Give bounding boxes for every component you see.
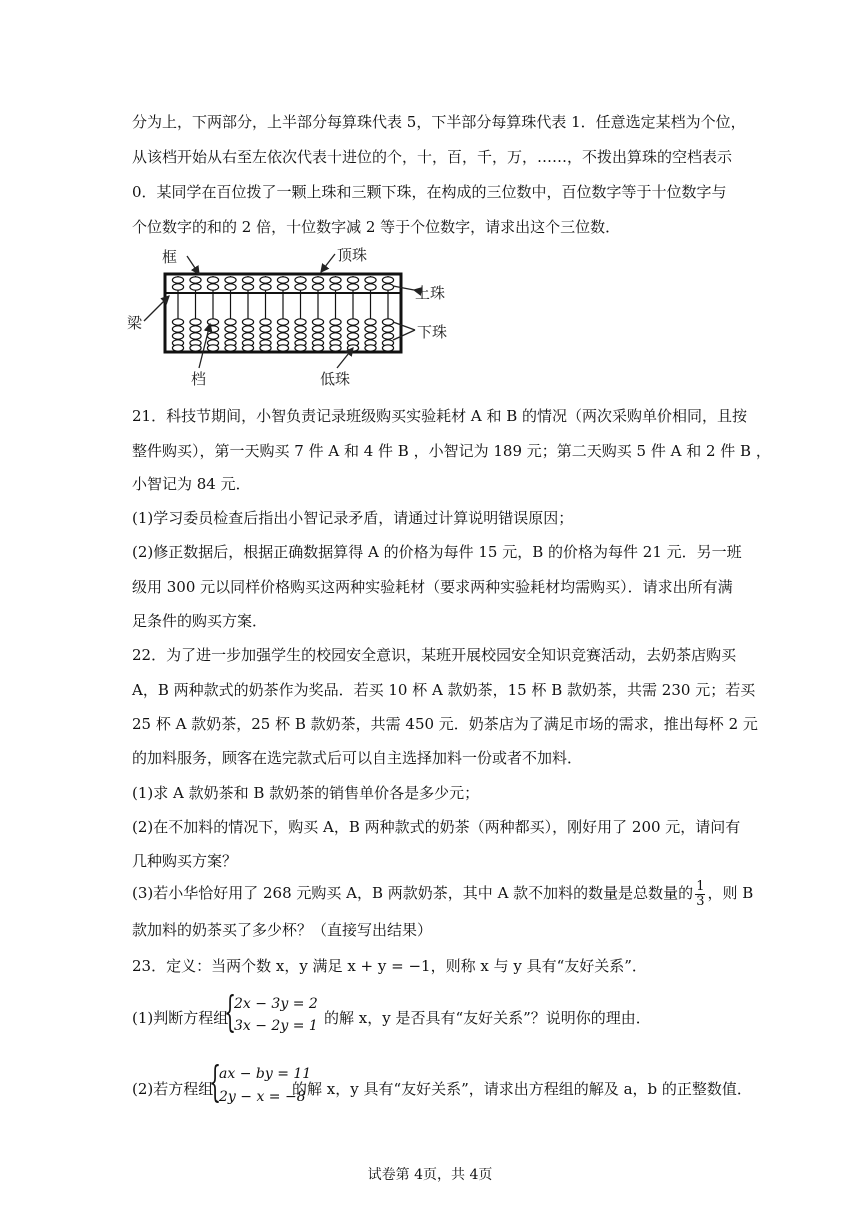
label-bottom-bead: 低珠 [320,370,351,388]
q23-eq-2b: 2y − x = −8 [219,1089,306,1105]
lower-bead [277,326,288,332]
q21-line-2: 整件购买），第一天购买 7 件 A 和 4 件 B ，小智记为 189 元；第二天购买 5 件 A 和 2 件 B ， [132,442,771,460]
q23-definition: 23．定义：当两个数 x，y 满足 x + y = −1，则称 x 与 y 具有“友好关系”． [132,957,647,975]
lower-bead [330,326,341,332]
upper-bead [277,277,288,283]
label-lower-bead: 下珠 [417,323,448,341]
upper-bead [382,284,393,290]
q23-part-2-suffix: 的解 x，y 具有“友好关系”，请求出方程组的解及 a，b 的正整数值． [292,1080,752,1098]
upper-bead [382,277,393,283]
lower-bead [172,319,183,325]
lower-bead [382,333,393,339]
lower-bead [260,345,271,351]
q22-part-3-tail: ，则 B [707,884,754,902]
system-brace-1: { [224,987,237,1036]
abacus-figure [125,244,465,390]
q22-part-2-line-2: 几种购买方案？ [132,852,238,870]
lower-bead [277,333,288,339]
lower-bead [242,333,253,339]
upper-bead [347,277,358,283]
lower-bead [382,326,393,332]
upper-bead [225,284,236,290]
lower-bead [347,326,358,332]
q21-part-2-line-1: (2)修正数据后，根据正确数据算得 A 的价格为每件 15 元，B 的价格为每件 21 元．另一班 [132,543,742,561]
upper-bead [260,277,271,283]
label-frame: 框 [162,248,178,266]
label-top-bead: 顶珠 [337,246,368,264]
lower-bead [382,319,393,325]
lower-bead [312,319,323,325]
lower-bead [207,333,218,339]
lower-bead [312,333,323,339]
lower-bead [295,326,306,332]
upper-bead [207,277,218,283]
lower-bead [295,345,306,351]
fraction-denominator: 3 [696,893,705,909]
q21-part-1: (1)学习委员检查后指出小智记录矛盾，请通过计算说明错误原因； [132,509,574,527]
lower-bead [277,319,288,325]
q21-part-2-line-2: 级用 300 元以同样价格购买这两种实验耗材（要求两种实验耗材均需购买）．请求出所有满 [132,578,733,596]
upper-bead [295,277,306,283]
lower-bead [330,319,341,325]
upper-bead [365,284,376,290]
q22-line-4: 的加料服务，顾客在选完款式后可以自主选择加料一份或者不加料． [132,749,583,767]
intro-line-2: 从该档开始从右至左依次代表十进位的个，十，百，千，万，……，不拨出算珠的空档表示 [132,148,733,166]
lower-bead [277,345,288,351]
upper-bead [242,277,253,283]
q23-part-1-suffix: 的解 x，y 是否具有“友好关系”？说明你的理由． [324,1009,651,1027]
lower-bead [207,345,218,351]
lower-bead [242,319,253,325]
lower-bead [190,345,201,351]
upper-bead [172,277,183,283]
lower-bead [330,345,341,351]
q22-part-3-line-1 [132,878,754,909]
q21-line-3: 小智记为 84 元． [132,475,251,493]
upper-bead [207,284,218,290]
lower-bead [172,333,183,339]
lower-bead [190,319,201,325]
lower-bead [365,319,376,325]
q22-line-1: 22．为了进一步加强学生的校园安全意识，某班开展校园安全知识竞赛活动，去奶茶店购买 [132,646,737,664]
lower-bead [312,345,323,351]
lower-bead [365,333,376,339]
upper-bead [330,284,341,290]
lower-bead [330,333,341,339]
q21-part-2-line-3: 足条件的购买方案． [132,612,268,630]
lower-bead [382,345,393,351]
lower-bead [225,345,236,351]
q22-part-1: (1)求 A 款奶茶和 B 款奶茶的销售单价各是多少元； [132,784,480,802]
lower-bead [312,326,323,332]
lower-bead [295,333,306,339]
intro-line-3: 0．某同学在百位拨了一颗上珠和三颗下珠，在构成的三位数中，百位数字等于十位数字与 [132,183,727,201]
upper-bead [312,277,323,283]
intro-line-1: 分为上，下两部分，上半部分每算珠代表 5，下半部分每算珠代表 1．任意选定某档为个位， [132,113,746,131]
lower-bead [225,319,236,325]
label-upper-bead: 上珠 [415,284,446,302]
upper-bead [172,284,183,290]
lower-bead [172,326,183,332]
q22-part-2-line-1: (2)在不加料的情况下，购买 A，B 两种款式的奶茶（两种都买），刚好用了 200 元，请问有 [132,818,741,836]
q23-eq-1a: 2x − 3y = 2 [234,996,318,1012]
upper-bead [242,284,253,290]
lower-bead [242,326,253,332]
q22-line-2: A，B 两种款式的奶茶作为奖品．若买 10 杯 A 款奶茶，15 杯 B 款奶茶，共需 230 元；若买 [132,681,756,699]
upper-bead [312,284,323,290]
lower-bead [365,345,376,351]
q22-line-3: 25 杯 A 款奶茶，25 杯 B 款奶茶，共需 450 元．奶茶店为了满足市场的需求，推出每杯 2 元 [132,715,758,733]
q22-part-3-text: (3)若小华恰好用了 268 元购买 A，B 两款奶茶，其中 A 款不加料的数量是总数量的 [132,884,694,902]
lower-bead [207,319,218,325]
lower-bead [172,345,183,351]
fraction-one-third [695,880,705,909]
q21-line-1: 21．科技节期间，小智负责记录班级购买实验耗材 A 和 B 的情况（两次采购单价相同，且按 [132,407,748,425]
upper-bead [190,277,201,283]
upper-bead [277,284,288,290]
upper-bead [225,277,236,283]
lower-bead [260,319,271,325]
lower-bead [260,326,271,332]
upper-bead [295,284,306,290]
upper-bead [330,277,341,283]
lower-bead [190,326,201,332]
lower-bead [242,345,253,351]
lower-bead [347,333,358,339]
system-brace-2: { [209,1057,222,1106]
upper-bead [190,284,201,290]
page-footer: 试卷第 4页，共 4页 [367,1167,493,1183]
fraction-numerator: 1 [696,878,705,894]
lower-bead [225,333,236,339]
q23-eq-1b: 3x − 2y = 1 [234,1018,318,1034]
upper-bead [260,284,271,290]
label-beam: 梁 [127,314,143,332]
lower-bead [190,333,201,339]
upper-bead [365,277,376,283]
lower-bead [365,326,376,332]
upper-bead [347,284,358,290]
q22-part-3-line-2: 款加料的奶茶买了多少杯？（直接写出结果） [132,921,433,939]
lower-bead [295,319,306,325]
q23-part-1-prefix: (1)判断方程组 [132,1009,229,1027]
label-rod: 档 [191,370,207,388]
lower-bead [347,319,358,325]
lower-bead [225,326,236,332]
lower-bead [260,333,271,339]
q23-part-2-prefix: (2)若方程组 [132,1080,214,1098]
q23-eq-2a: ax − by = 11 [219,1066,312,1082]
intro-line-4: 个位数字的和的 2 倍，十位数字减 2 等于个位数字，请求出这个三位数． [132,218,621,236]
